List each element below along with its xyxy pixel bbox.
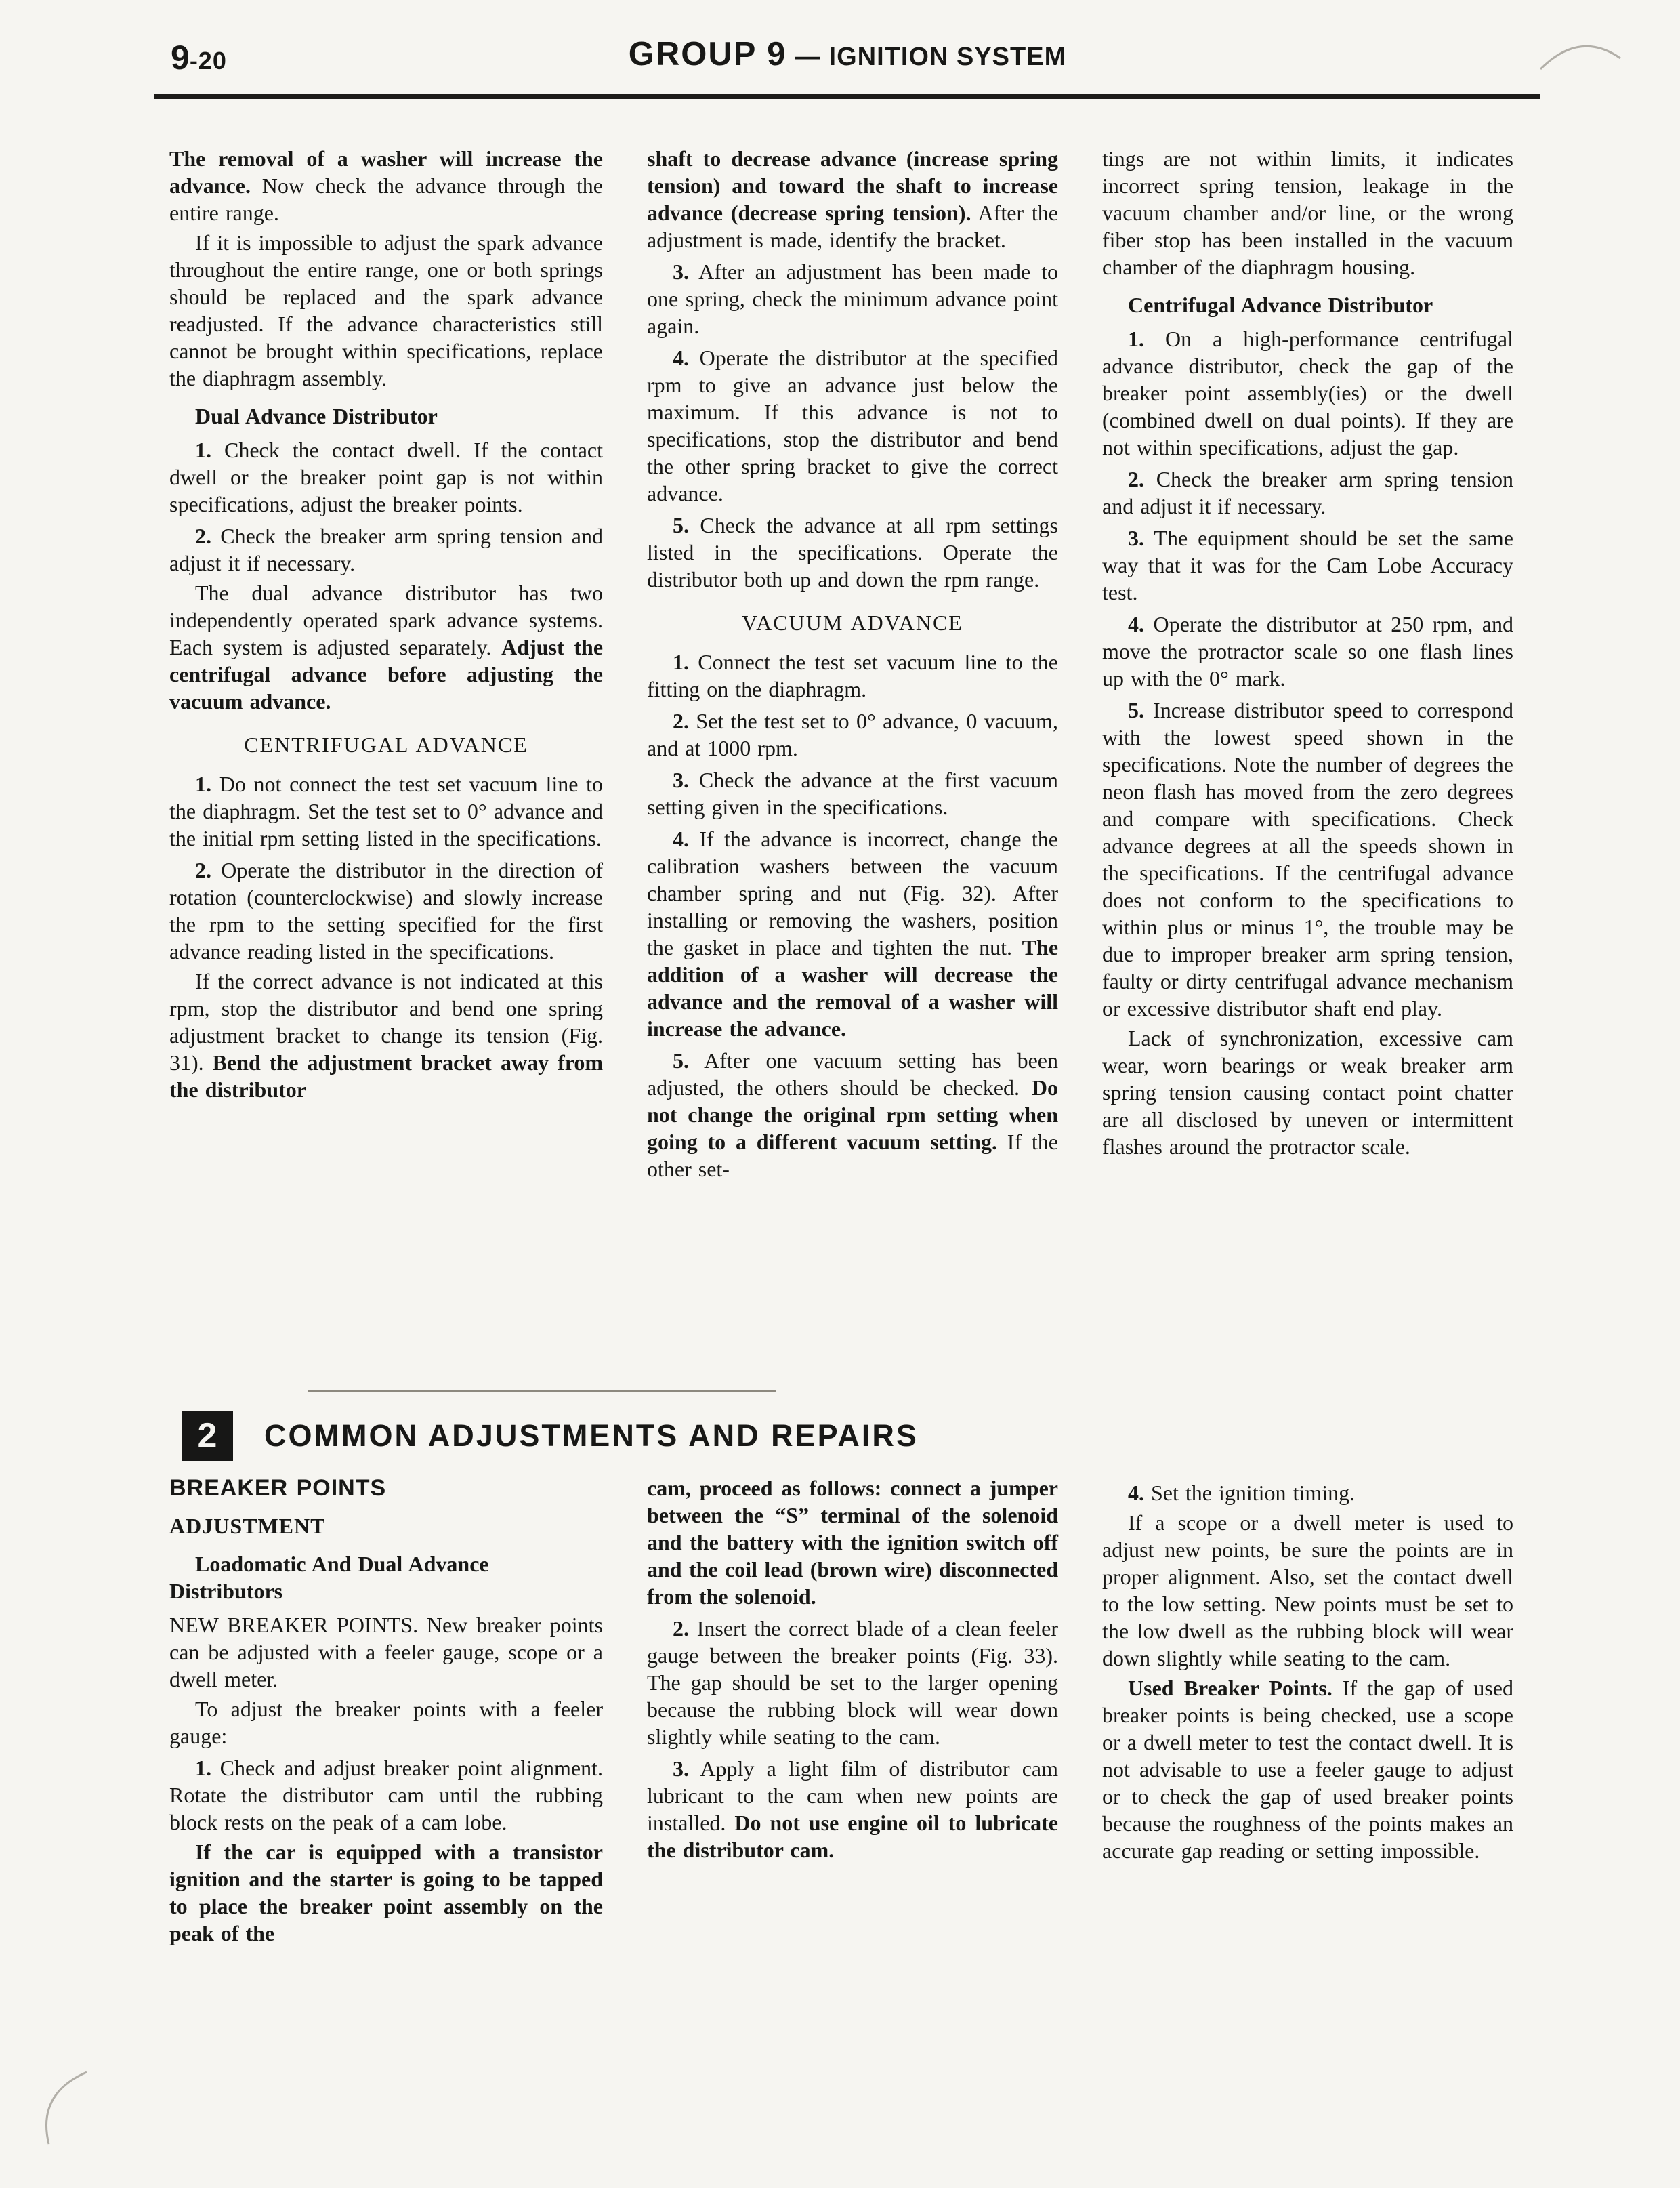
heading-adjustment: ADJUSTMENT <box>169 1514 326 1538</box>
step-text: If the advance is incorrect, change the calibration washers between the vacuum chamber spring and nut (Fig. 32). After installing or removing the washers, position the gasket in place and tighten the nut. <box>647 827 1059 959</box>
step-number: 2. <box>1128 467 1144 491</box>
step-item <box>647 512 1058 593</box>
step-number: 4. <box>1128 612 1144 636</box>
step-item <box>169 436 603 518</box>
step-text: Check the contact dwell. If the contact dwell or the breaker point gap is not within specifications, adjust the breaker points. <box>169 438 604 516</box>
step-text: Set the test set to 0° advance, 0 vacuum, and at 1000 rpm. <box>647 709 1058 760</box>
step-number: 4. <box>1128 1481 1144 1505</box>
top-column-3 <box>1080 145 1513 1185</box>
header-rule <box>154 94 1540 99</box>
subheading-loadomatic-distributors: Loadomatic And Dual Advance Distributors <box>169 1552 489 1603</box>
bottom-column-1 <box>169 1474 603 1949</box>
bold-run: shaft to decrease advance (increase spring tension) and toward the shaft to increase advance (decrease spring tension). <box>647 146 1058 225</box>
page-number-minor: -20 <box>189 47 227 75</box>
step-number: 3. <box>1128 526 1144 550</box>
bold-run: If the car is equipped with a transistor ignition and the starter is going to be tapped to place the breaker point assembly on the peak of the <box>169 1840 603 1945</box>
step-number: 2. <box>195 524 211 548</box>
step-text: Connect the test set vacuum line to the fitting on the diaphragm. <box>647 650 1059 701</box>
top-section <box>169 145 1513 1185</box>
step-text: Operate the distributor at the specified rpm to give an advance just below the maximum. If this advance is not to specifications, stop the distributor and bend the other spring bracket to give the correct advance. <box>647 346 1059 505</box>
step-text: Insert the correct blade of a clean feeler gauge between the breaker points (Fig. 33). The gap should be set to the larger opening because the rubbing block will wear down slightly while seating to the cam. <box>647 1616 1059 1749</box>
bold-run: Used Breaker Points. <box>1128 1676 1332 1700</box>
step-number: 3. <box>673 260 689 284</box>
step-text: Do not connect the test set vacuum line to the diaphragm. Set the test set to 0° advance and the initial rpm setting listed in the specifications. <box>169 772 604 850</box>
step-text: Check and adjust breaker point alignment. Rotate the distributor cam until the rubbing block rests on the peak of a cam lobe. <box>169 1756 603 1834</box>
step-item <box>647 1047 1058 1182</box>
step-item <box>647 1615 1058 1750</box>
step-item <box>169 770 603 852</box>
step-text: Operate the distributor in the direction of rotation (counterclockwise) and slowly increase the rpm to the setting specified for the first advance reading listed in the specifications. <box>169 858 604 964</box>
text-run: If the correct advance is not indicated at this rpm, stop the distributor and bend one spring adjustment bracket to change its tension (Fig. 31). <box>169 969 603 1075</box>
bottom-column-3 <box>1080 1474 1513 1949</box>
top-column-1 <box>169 145 603 1185</box>
heading-vacuum-advance: VACUUM ADVANCE <box>742 611 963 635</box>
step-number: 1. <box>195 1756 211 1780</box>
step-text: Operate the distributor at 250 rpm, and move the protractor scale so one flash lines up with the 0° mark. <box>1102 612 1514 690</box>
step-number: 5. <box>673 513 689 537</box>
bold-run: Adjust the centrifugal advance before adjusting the vacuum advance. <box>169 635 604 714</box>
step-number: 5. <box>1128 698 1144 722</box>
step-text: Apply a light film of distributor cam lubricant to the cam when new points are installed. <box>647 1756 1059 1835</box>
step-text: Check the advance at all rpm settings listed in the specifications. Operate the distributor both up and down the rpm range. <box>647 513 1059 592</box>
step-text: Check the breaker arm spring tension and adjust it if necessary. <box>1102 467 1514 518</box>
step-text: Increase distributor speed to correspond with the lowest speed shown in the specifications. Note the number of degrees the neon flash has moved from the zero degrees and compare with specifications. Check advance degrees at all the speeds shown in the specifications. If the centrifugal advance does not conform to the specifications to within plus or minus 1°, the trouble may be due to improper breaker arm spring tension, faulty or dirty centrifugal advance mechanism or excessive distributor shaft end play. <box>1102 698 1514 1020</box>
step-item <box>647 258 1058 339</box>
paragraph <box>1102 1674 1513 1864</box>
step-item <box>169 522 603 577</box>
paragraph <box>647 1474 1058 1610</box>
step-item <box>1102 611 1513 692</box>
bold-run: The addition of a washer will decrease the advance and the removal of a washer will increase the advance. <box>647 935 1059 1041</box>
text-run: The dual advance distributor has two independently operated spark advance systems. Each system is adjusted separately. <box>169 581 603 659</box>
paragraph <box>647 145 1058 253</box>
step-text: After an adjustment has been made to one spring, check the minimum advance point again. <box>647 260 1059 338</box>
step-number: 2. <box>673 709 689 733</box>
step-item <box>1102 466 1513 520</box>
step-number: 1. <box>195 438 211 462</box>
bold-run: Bend the adjustment bracket away from the distributor <box>169 1050 604 1102</box>
step-item <box>647 766 1058 821</box>
bold-run: Do not change the original rpm setting when going to a different vacuum setting. <box>647 1075 1059 1154</box>
subheading-centrifugal-advance-distributor: Centrifugal Advance Distributor <box>1128 293 1433 317</box>
text-run: If the gap of used breaker points is being checked, use a scope or a dwell meter to test the contact dwell. It is not advisable to use a feeler gauge to adjust or to check the gap of used breaker points because the roughness of the points makes an accurate gap reading or setting impossible. <box>1102 1676 1514 1863</box>
section-2-header <box>182 1411 919 1461</box>
paragraph: NEW BREAKER POINTS. New breaker points can be adjusted with a feeler gauge, scope or a dwell meter. <box>169 1613 603 1691</box>
bottom-column-2 <box>625 1474 1058 1949</box>
step-item <box>169 856 603 965</box>
step-item <box>647 648 1058 703</box>
paragraph: tings are not within limits, it indicates incorrect spring tension, leakage in the vacuum chamber and/or line, or the wrong fiber stop has been installed in the vacuum chamber of the diaphragm housing. <box>1102 146 1513 279</box>
step-item <box>647 344 1058 507</box>
step-number: 2. <box>673 1616 689 1640</box>
header-title <box>154 35 1540 73</box>
step-text: Check the breaker arm spring tension and adjust it if necessary. <box>169 524 604 575</box>
header-group-title: GROUP 9 <box>628 36 787 73</box>
step-number: 3. <box>673 1756 689 1781</box>
bold-run: Do not use engine oil to lubricate the distributor cam. <box>647 1811 1059 1862</box>
heading-centrifugal-advance: CENTRIFUGAL ADVANCE <box>244 732 528 757</box>
bottom-section <box>169 1474 1513 1949</box>
step-text: Check the advance at the first vacuum setting given in the specifications. <box>647 768 1059 819</box>
paragraph <box>169 579 603 715</box>
header-section-title: — IGNITION SYSTEM <box>786 43 1067 71</box>
step-number: 1. <box>673 650 689 674</box>
page-header <box>154 33 1540 91</box>
paragraph <box>169 968 603 1103</box>
paragraph <box>169 1838 603 1947</box>
step-item <box>647 825 1058 1042</box>
step-item <box>1102 1479 1513 1506</box>
bold-run: The removal of a washer will increase the advance. <box>169 146 603 198</box>
step-number: 5. <box>673 1048 689 1073</box>
paragraph: To adjust the breaker points with a feeler gauge: <box>169 1697 603 1748</box>
top-column-2 <box>625 145 1058 1185</box>
step-item <box>647 707 1058 762</box>
step-number: 3. <box>673 768 689 792</box>
paragraph: Lack of synchronization, excessive cam wear, worn bearings or weak breaker arm spring tension causing contact point chatter are all disclosed by uneven or intermittent flashes around the protractor scale. <box>1102 1026 1513 1159</box>
text-run: If the other set- <box>647 1130 1059 1181</box>
step-number: 1. <box>1128 327 1144 351</box>
step-item <box>169 1754 603 1836</box>
section-divider-rule <box>308 1390 776 1392</box>
step-item <box>647 1755 1058 1863</box>
scan-artifact-bottom-left <box>24 2068 99 2149</box>
step-number: 4. <box>673 827 689 851</box>
scan-artifact-top-right <box>1536 35 1624 76</box>
heading-breaker-points: BREAKER POINTS <box>169 1475 387 1501</box>
step-text: On a high-performance centrifugal advance distributor, check the gap of the breaker point assembly(ies) or the dwell (combined dwell on dual points). If they are not within specifications, adjust the gap. <box>1102 327 1513 459</box>
step-number: 2. <box>195 858 211 882</box>
step-number: 4. <box>673 346 689 370</box>
step-item <box>1102 697 1513 1022</box>
paragraph <box>169 145 603 226</box>
subheading-dual-advance-distributor: Dual Advance Distributor <box>195 404 438 428</box>
text-run: Now check the advance through the entire range. <box>169 173 604 225</box>
step-text: The equipment should be set the same way that it was for the Cam Lobe Accuracy test. <box>1102 526 1514 604</box>
section-title: COMMON ADJUSTMENTS AND REPAIRS <box>264 1418 919 1453</box>
step-item <box>1102 524 1513 606</box>
text-run: After the adjustment is made, identify the bracket. <box>647 201 1058 252</box>
step-number: 1. <box>195 772 211 796</box>
section-number-badge: 2 <box>182 1411 233 1461</box>
step-text: Set the ignition timing. <box>1151 1481 1356 1505</box>
paragraph: If it is impossible to adjust the spark advance throughout the entire range, one or both springs should be replaced and the spark advance readjusted. If the advance characteristics still cannot be brought within specifications, replace the diaphragm assembly. <box>169 230 603 390</box>
page-number-major: 9 <box>171 39 190 77</box>
bold-run: cam, proceed as follows: connect a jumper between the “S” terminal of the solenoid and the battery with the ignition switch off and the coil lead (brown wire) disconnected from the solenoid. <box>647 1476 1058 1609</box>
step-text: After one vacuum setting has been adjusted, the others should be checked. <box>647 1048 1059 1100</box>
paragraph: If a scope or a dwell meter is used to adjust new points, be sure the points are in proper alignment. Also, set the contact dwell to the low setting. New points must be set to the low dwell as the rubbing block will wear down slightly while seating to the cam. <box>1102 1510 1513 1670</box>
step-item <box>1102 325 1513 461</box>
